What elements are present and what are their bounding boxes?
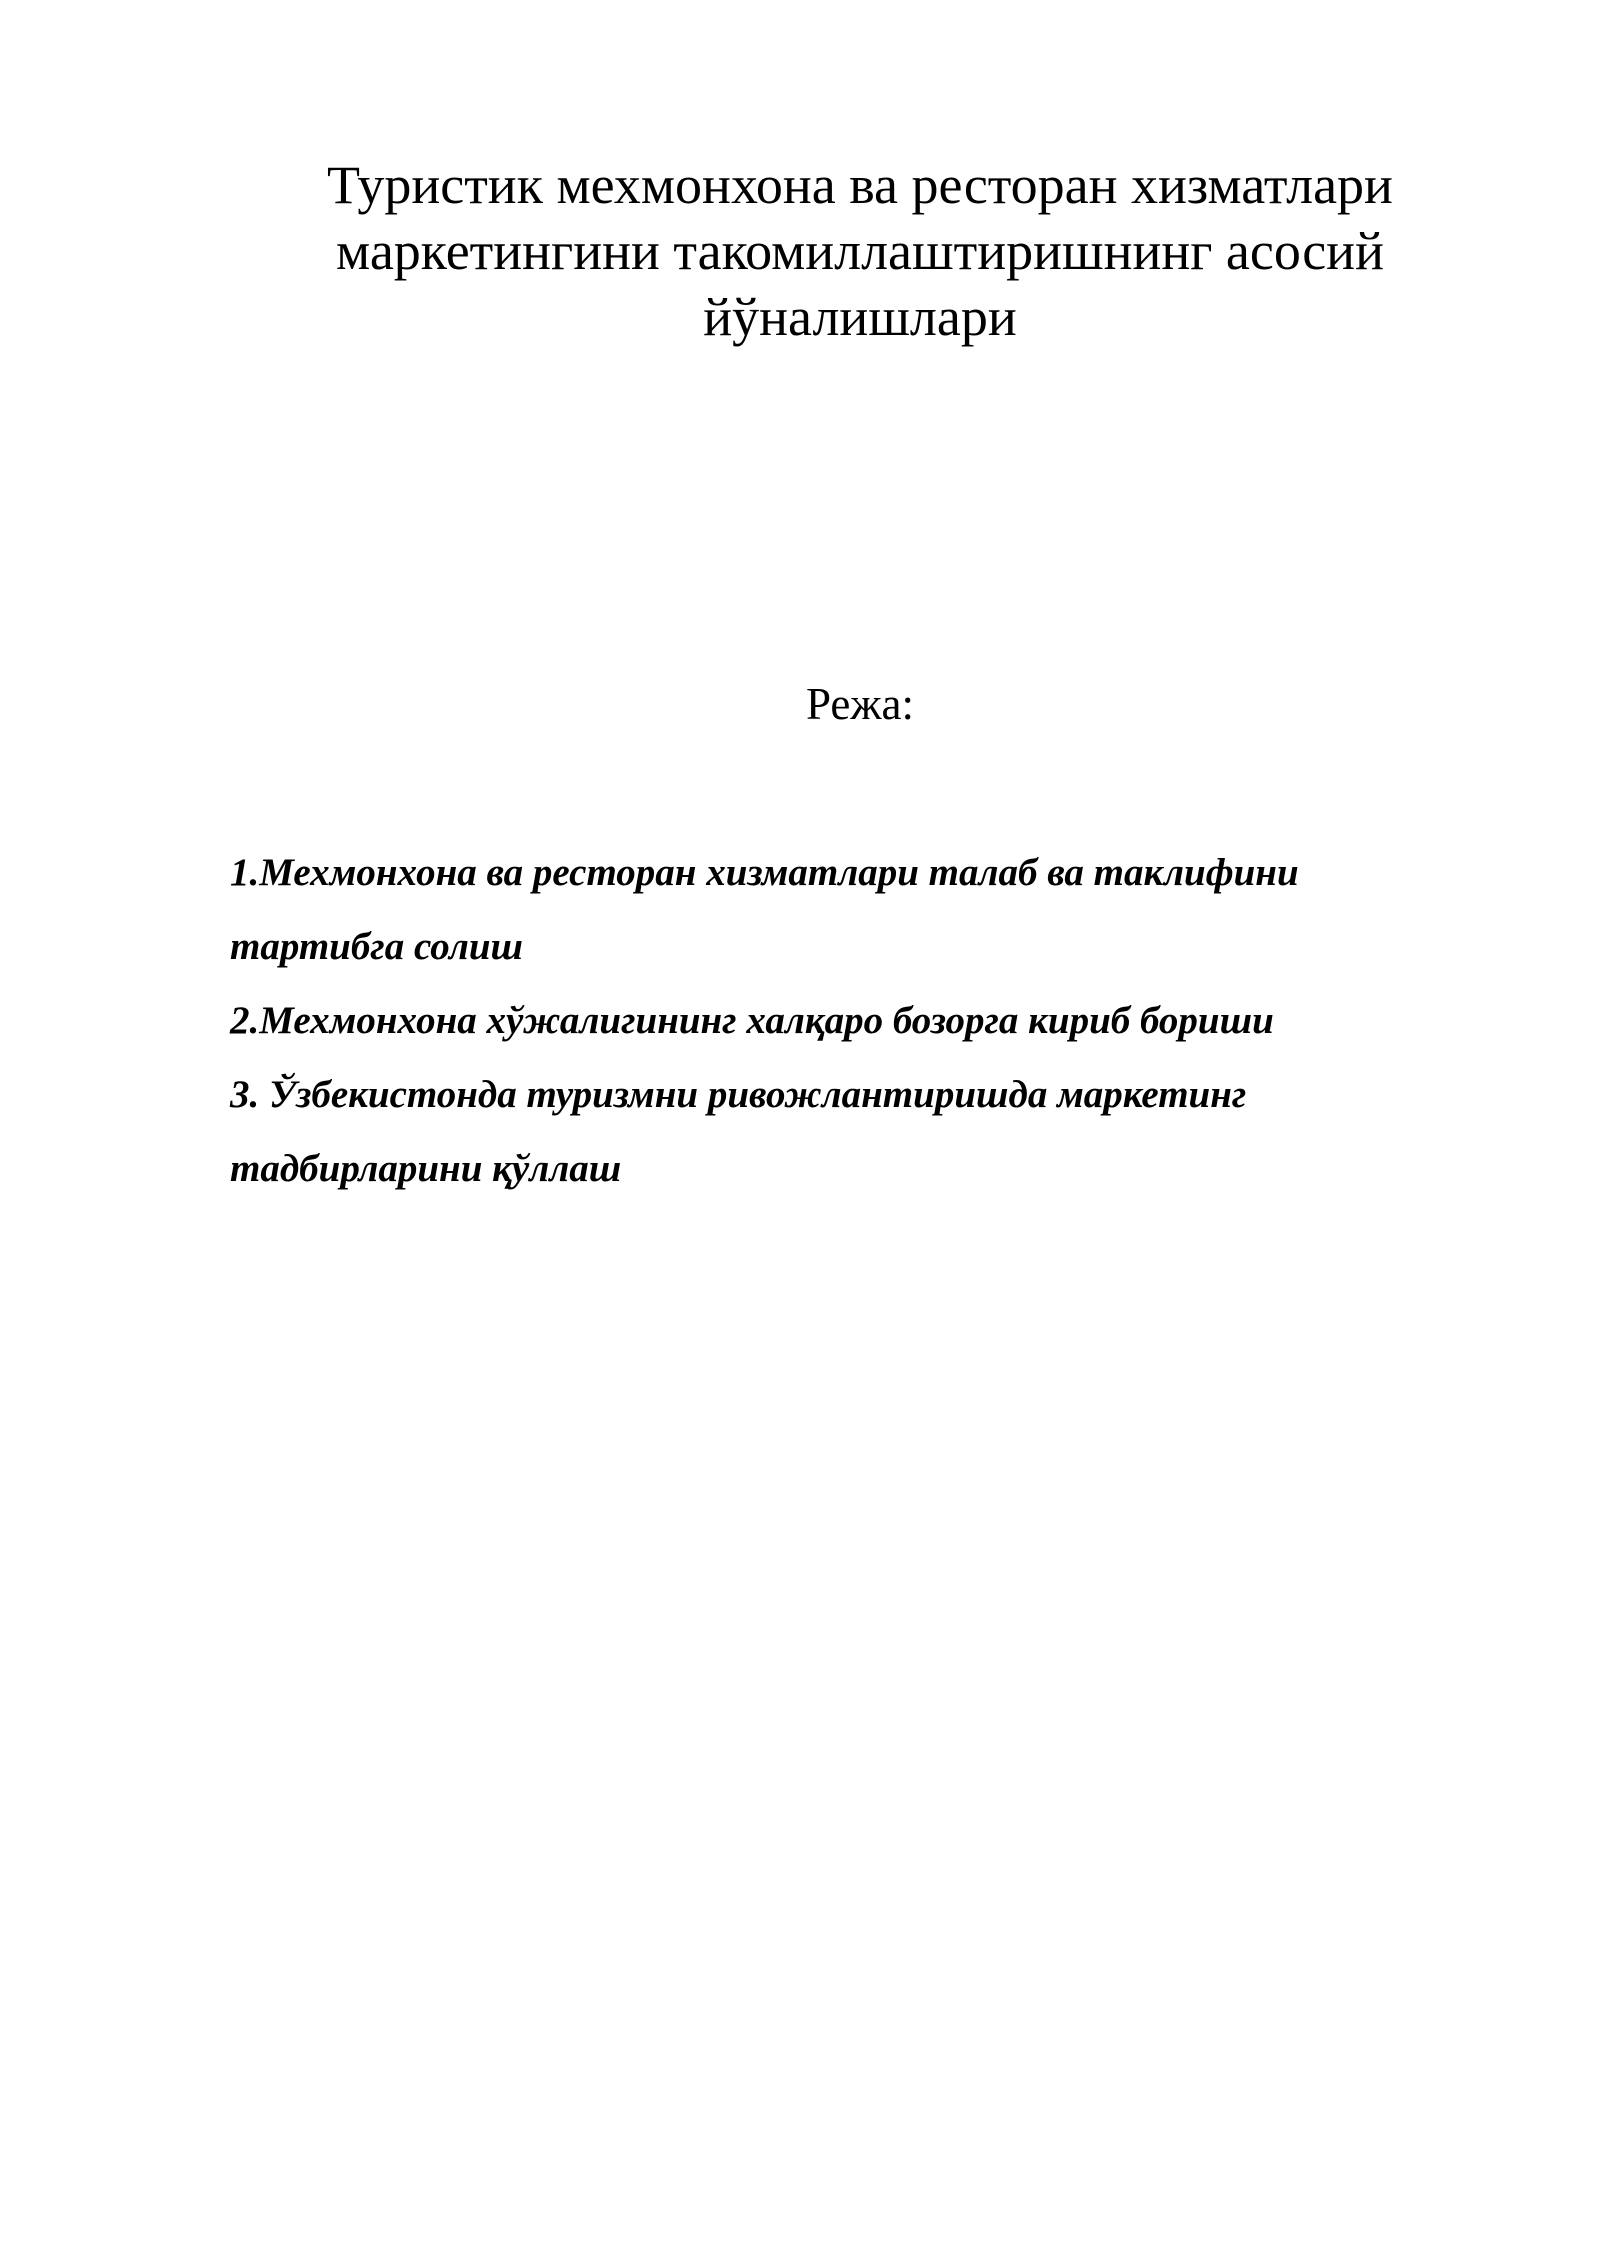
plan-heading: Режа: [806, 679, 914, 729]
plan-item-line: тадбирларини қўллаш [230, 1147, 622, 1190]
plan-item-3 [230, 1058, 1490, 1206]
plan-item-line: 2.Мехмонхона хўжалигининг халқаро бозорга кириб бориши [230, 999, 1274, 1042]
plan-item-line: 1.Мехмонхона ва ресторан хизматлари талаб ва таклифини [230, 851, 1299, 894]
plan-item-2 [230, 984, 1490, 1058]
title-line: Туристик мехмонхона ва ресторан хизматлари [327, 155, 1393, 215]
plan-item-line: 3. Ўзбекистонда туризмни ривожлантиришда маркетинг [230, 1073, 1247, 1116]
title-line: маркетингини такомиллаштиришнинг асосий [336, 221, 1384, 281]
plan-item-1 [230, 836, 1490, 984]
title-line: йўналишлари [703, 287, 1017, 347]
plan-list [230, 836, 1490, 1206]
document-title [240, 152, 1480, 350]
plan-item-line: тартибга солиш [230, 925, 524, 968]
